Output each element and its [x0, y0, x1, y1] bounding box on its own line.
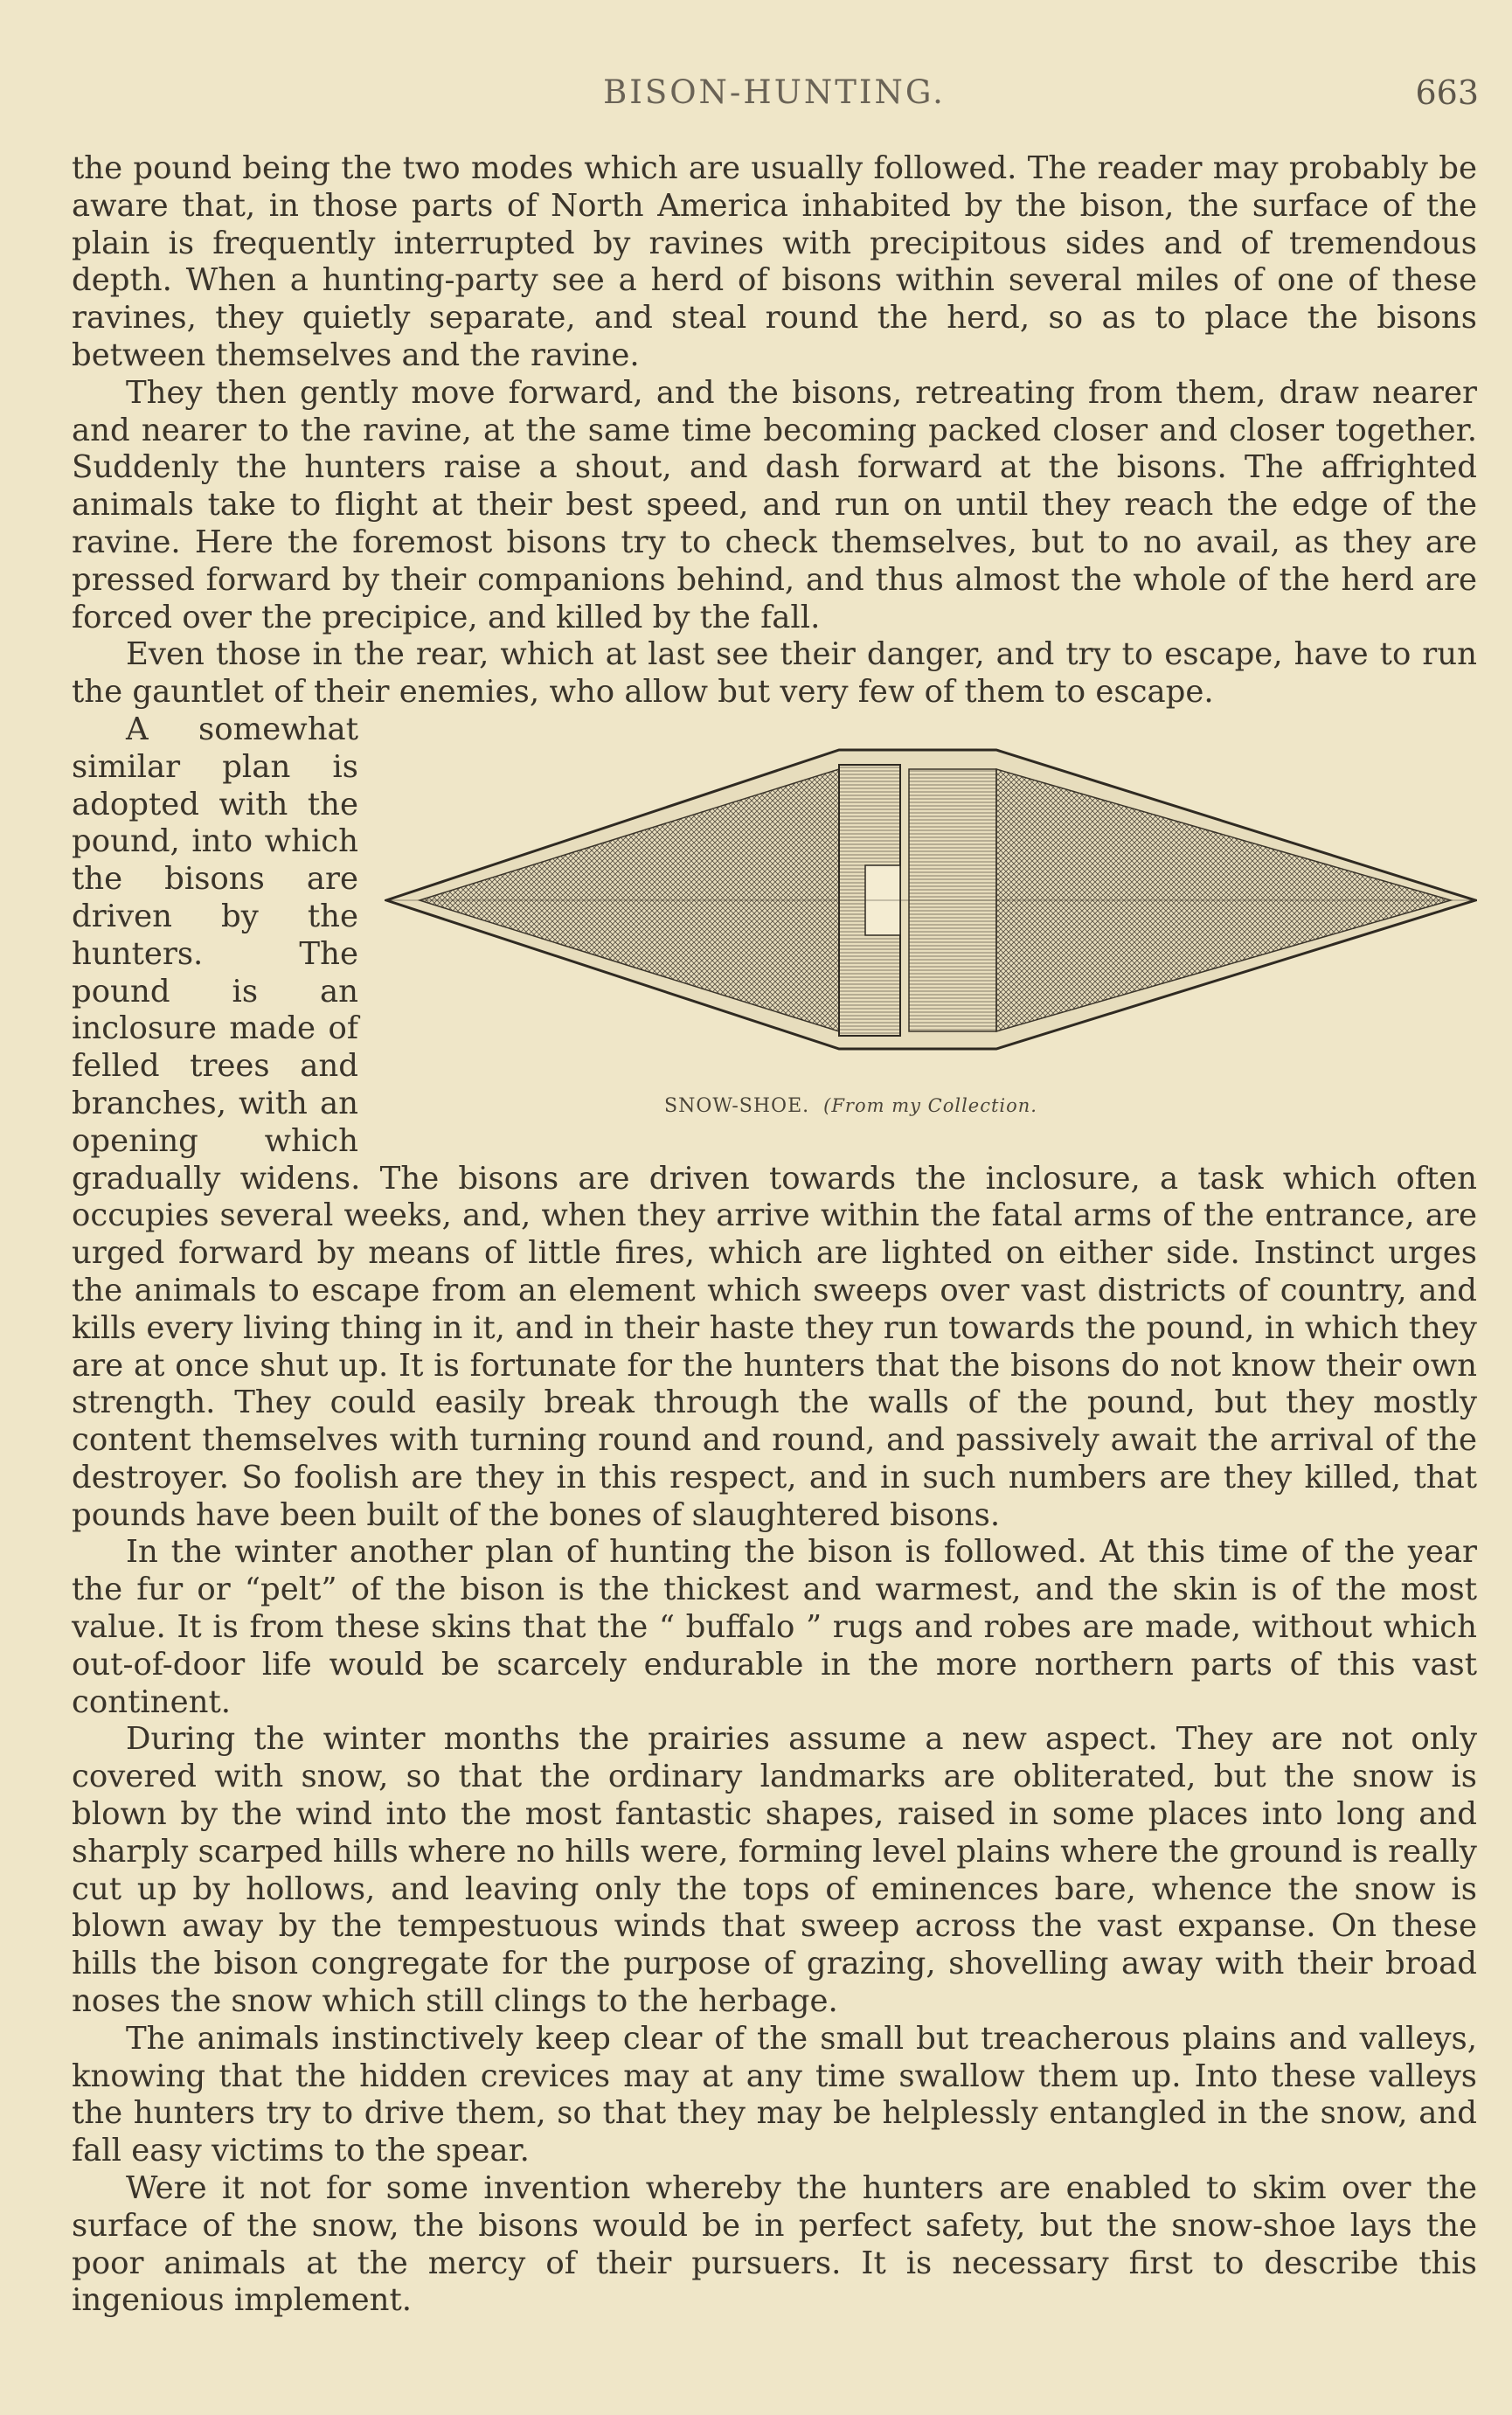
paragraph-8: Were it not for some invention whereby the hunters are enabled to skim over the surface of the snow, the bisons would be in perfect safety, but the snow-shoe lays the poor animals at the mercy of their pursuers. It is necessary first to describe this ingenious implement.: [72, 2170, 1477, 2319]
paragraph-7: The animals instinctively keep clear of the small but treacherous plains and valleys, knowing that the hidden crevices may at any time swallow them up. Into these valleys the hunters try to drive them, so that they may be helplessly entangled in the snow, and fall easy victims to the spear.: [72, 2020, 1477, 2169]
snow-shoe-figure: [385, 717, 1477, 1119]
paragraph-4: A somewhat similar plan is adopted with the pound, into which the bisons are driven by the hunters. The pound is an inclosure made of felled trees and branches, with an opening which gradually widens. The bisons are driven towards the inclosure, a task which often occupies several weeks, and, when they arrive within the fatal arms of the entrance, are urged forward by means of little fires, which are lighted on either side. Instinct urges the animals to escape from an element which sweeps over vast districts of country, and kills every living thing in it, and in their haste they run towards the pound, in which they are at once shut up. It is fortunate for the hunters that the bisons do not know their own strength. They could easily break through the walls of the pound, but they mostly content themselves with turning round and round, and passively await the arrival of the destroyer. So foolish are they in this respect, and in such numbers are they killed, that pounds have been built of the bones of slaughtered bisons.: [72, 711, 1477, 1533]
figure-caption: [664, 1087, 1037, 1126]
paragraph-6: During the winter months the prairies assume a new aspect. They are not only covered with snow, so that the ordinary landmarks are obliterated, but the snow is blown by the wind into the most fantastic shapes, raised in some places into long and sharply scarped hills where no hills were, forming level plains where the ground is really cut up by hollows, and leaving only the tops of eminences bare, whence the snow is blown away by the tempestuous winds that sweep across the vast expanse. On these hills the bison congregate for the purpose of grazing, shovelling away with their broad noses the snow which still clings to the herbage.: [72, 1721, 1477, 2020]
paragraph-1: the pound being the two modes which are usually followed. The reader may probably be aware that, in those parts of North America inhabited by the bison, the surface of the plain is frequently interrupted by ravines with precipitous sides and of tremendous depth. When a hunting-party see a herd of bisons within several miles of one of these ravines, they quietly separate, and steal round the herd, so as to place the bisons between themselves and the ravine.: [72, 150, 1477, 373]
paragraph-5: In the winter another plan of hunting the bison is followed. At this time of the year the fur or “pelt” of the bison is the thickest and warmest, and the skin is of the most value. It is from these skins that the “ buffalo ” rugs and robes are made, without which out-of-door life would be scarcely endurable in the more northern parts of this vast continent.: [72, 1534, 1477, 1720]
paragraph-3: Even those in the rear, which at last see their danger, and try to escape, have to run the gauntlet of their enemies, who allow but very few of them to escape.: [72, 636, 1477, 711]
page-number: 663: [1415, 73, 1479, 112]
snow-shoe-illustration: [385, 717, 1477, 1084]
paragraph-2: They then gently move forward, and the bisons, retreating from them, draw nearer and nearer to the ravine, at the same time becoming packed closer and closer together. Suddenly the hunters raise a shout, and dash forward at the bisons. The affrighted animals take to flight at their best speed, and run on until they reach the edge of the ravine. Here the foremost bisons try to check themselves, but to no avail, as they are pressed forward by their companions behind, and thus almost the whole of the herd are forced over the precipice, and killed by the fall.: [72, 374, 1477, 635]
caption-title: SNOW-SHOE.: [664, 1094, 810, 1117]
body-text: [72, 150, 1477, 2320]
page-header: [70, 73, 1479, 126]
running-head: BISON-HUNTING.: [603, 73, 946, 111]
caption-note: (From my Collection.: [823, 1094, 1037, 1116]
